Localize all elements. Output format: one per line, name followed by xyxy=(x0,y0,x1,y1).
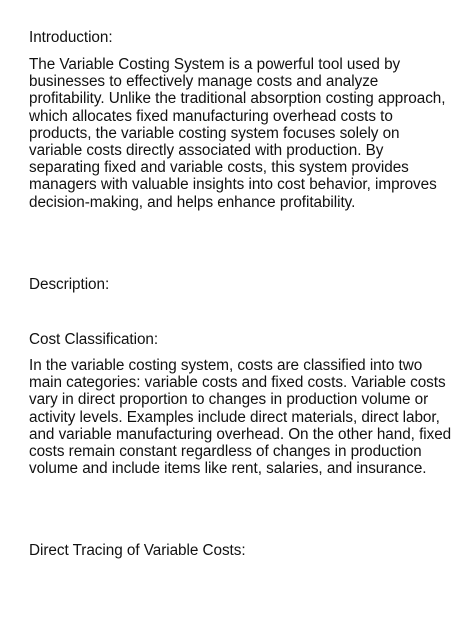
paragraph-line: activity levels. Examples include direct materials, direct labor, xyxy=(29,408,440,426)
paragraph-line: managers with valuable insights into cost behavior, improves xyxy=(29,176,437,194)
paragraph-line: main categories: variable costs and fixed costs. Variable costs xyxy=(29,374,446,392)
paragraph-line: The Variable Costing System is a powerful tool used by xyxy=(29,56,401,73)
introduction-paragraph xyxy=(29,56,449,211)
paragraph-line: which allocates fixed manufacturing overhead costs to xyxy=(29,107,393,125)
cost-classification-paragraph xyxy=(29,357,452,478)
paragraph-line: decision-making, and helps enhance profitability. xyxy=(29,193,356,211)
paragraph-line: costs remain constant regardless of changes in production xyxy=(29,443,422,461)
section-heading-description: Description: xyxy=(29,276,110,293)
paragraph-line: In the variable costing system, costs are classified into two xyxy=(29,357,423,374)
section-heading-introduction: Introduction: xyxy=(29,29,113,46)
paragraph-line: profitability. Unlike the traditional absorption costing approach, xyxy=(29,90,446,108)
paragraph-line: products, the variable costing system focuses solely on xyxy=(29,124,400,142)
section-heading-cost-classification: Cost Classification: xyxy=(29,331,159,348)
paragraph-line: businesses to effectively manage costs and analyze xyxy=(29,73,379,91)
paragraph-line: variable costs directly associated with production. By xyxy=(29,142,384,160)
paragraph-line: separating fixed and variable costs, this system provides xyxy=(29,159,409,177)
paragraph-line: and variable manufacturing overhead. On the other hand, fixed xyxy=(29,425,452,443)
paragraph-line: vary in direct proportion to changes in production volume or xyxy=(29,391,429,409)
paragraph-line: volume and include items like rent, salaries, and insurance. xyxy=(29,460,427,478)
section-heading-direct-tracing: Direct Tracing of Variable Costs: xyxy=(29,542,246,559)
